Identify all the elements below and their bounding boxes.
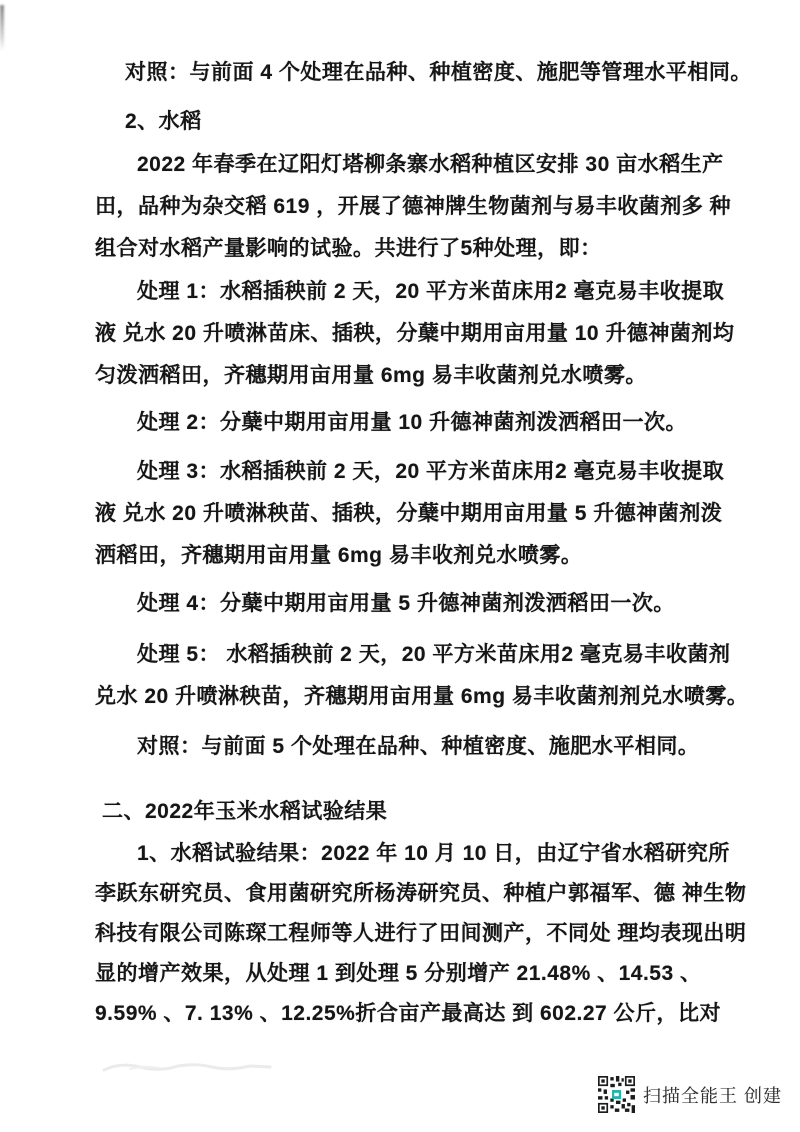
text-line: 2022 年春季在辽阳灯塔柳条寨水稻种植区安排 30 亩水稻生产 (137, 153, 724, 176)
text-line: 李跃东研究员、食用菌研究所杨涛研究员、种植户郭福军、德 神生物 (95, 882, 747, 905)
text-line: 匀泼洒稻田，齐穗期用亩用量 6mg 易丰收菌剂兑水喷雾。 (95, 364, 647, 387)
paragraph-treatment-1 (95, 271, 735, 397)
text-line: 组合对水稻产量影响的试验。共进行了5种处理，即： (95, 237, 602, 260)
watermark-label: 扫描全能王 创建 (643, 1085, 783, 1106)
text-line: 处理 4：分蘖中期用亩用量 5 升德神菌剂泼洒稻田一次。 (137, 592, 675, 615)
text-line: 1、水稻试验结果：2022 年 10 月 10 日，由辽宁省水稻研究所 (137, 842, 730, 865)
scan-smudge (100, 1058, 310, 1074)
qr-code-icon (598, 1076, 635, 1113)
paragraph-heading-rice (95, 101, 697, 143)
text-line: 对照：与前面 5 个处理在品种、种植密度、施肥水平相同。 (137, 735, 700, 758)
scan-edge-artifact (0, 5, 4, 51)
document-text-block (95, 52, 752, 1034)
text-line: 处理 1：水稻插秧前 2 天，20 平方米苗床用2 毫克易丰收提取 (137, 280, 725, 303)
text-line: 处理 2：分蘖中期用亩用量 10 升德神菌剂泼洒稻田一次。 (137, 411, 688, 434)
text-line: 2、水稻 (125, 110, 202, 133)
text-line: 处理 5： 水稻插秧前 2 天，20 平方米苗床用2 毫克易丰收菌剂 (137, 643, 731, 666)
paragraph-control-note-5 (95, 726, 700, 768)
text-line: 洒稻田，齐穗期用亩用量 6mg 易丰收剂兑水喷雾。 (95, 544, 583, 567)
section-2-heading (95, 791, 697, 833)
paragraph-treatment-2 (95, 402, 697, 444)
section-heading-line: 二、2022年玉米水稻试验结果 (102, 800, 388, 823)
text-line: 兑水 20 升喷淋秧苗，齐穗期用亩用量 6mg 易丰收菌剂剂兑水喷雾。 (95, 685, 749, 708)
text-line: 科技有限公司陈琛工程师等人进行了田间测产，不同处 理均表现出明 (95, 922, 747, 945)
text-line: 液 兑水 20 升喷淋苗床、插秧，分蘖中期用亩用量 10 升德神菌剂均 (95, 322, 735, 345)
text-line: 田，品种为杂交稻 619 ，开展了德神牌生物菌剂与易丰收菌剂多 种 (95, 195, 732, 218)
paragraph-treatment-4 (95, 583, 697, 625)
text-line: 9.59% 、7. 13% 、12.25%折合亩产最高达 到 602.27 公斤，比对 (95, 1002, 722, 1025)
paragraph-rice-intro (95, 144, 732, 270)
paragraph-rice-results (95, 834, 747, 1034)
text-line: 处理 3：水稻插秧前 2 天，20 平方米苗床用2 毫克易丰收提取 (137, 460, 725, 483)
text-line: 显的增产效果，从处理 1 到处理 5 分别增产 21.48% 、14.53 、 (95, 962, 702, 985)
paragraph-treatment-5 (95, 634, 749, 718)
text-line: 液 兑水 20 升喷淋秧苗、插秧，分蘖中期用亩用量 5 升德神菌剂泼 (95, 502, 723, 525)
paragraph-control-note-4 (95, 52, 752, 94)
paragraph-treatment-3 (95, 451, 725, 577)
camscanner-watermark (598, 1076, 782, 1113)
text-line: 对照：与前面 4 个处理在品种、种植密度、施肥等管理水平相同。 (125, 61, 752, 84)
